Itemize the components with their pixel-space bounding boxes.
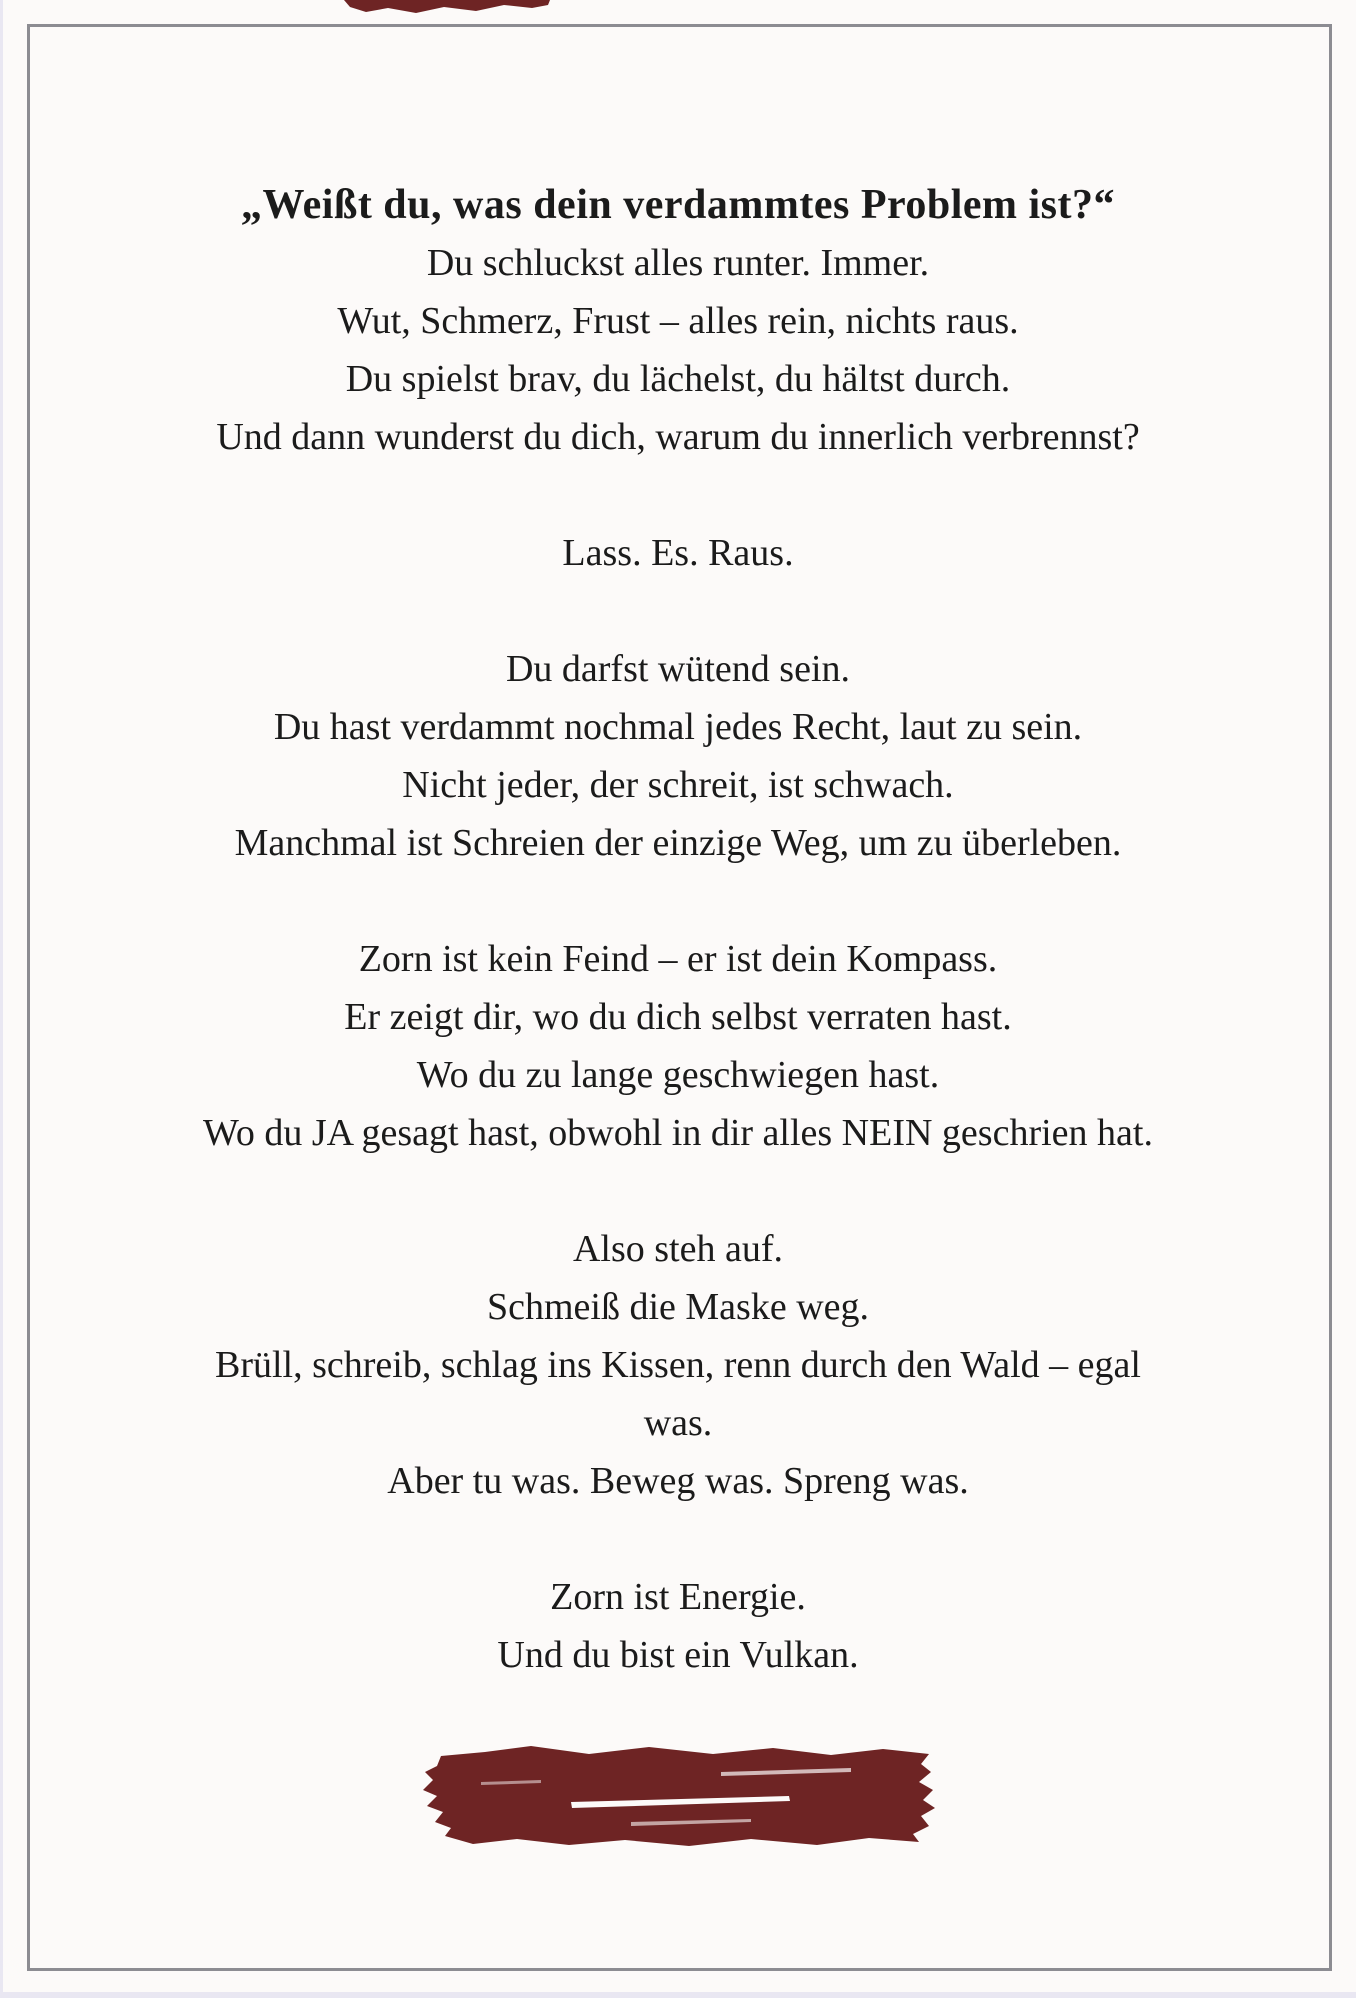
poem-line: Und dann wunderst du dich, warum du innerlich verbrennst?	[216, 416, 1140, 458]
poem-line: Aber tu was. Beweg was. Spreng was.	[387, 1460, 969, 1502]
poem-line: Zorn ist Energie.	[550, 1576, 806, 1618]
poem-line: Er zeigt dir, wo du dich selbst verraten hast.	[344, 996, 1012, 1038]
stanza	[0, 1220, 1356, 1510]
stanza-container	[0, 176, 1356, 1684]
stanza	[0, 176, 1356, 466]
poem-line: Lass. Es. Raus.	[562, 532, 794, 574]
poem-line: Zorn ist kein Feind – er ist dein Kompass.	[358, 938, 998, 980]
poem-line: Wo du zu lange geschwiegen hast.	[416, 1054, 940, 1096]
poem-line: was.	[643, 1402, 713, 1444]
poem-line: Du spielst brav, du lächelst, du hältst durch.	[345, 358, 1011, 400]
poem-title: „Weißt du, was dein verdammtes Problem ist?“	[240, 182, 1116, 228]
poem-line: Wut, Schmerz, Frust – alles rein, nichts raus.	[337, 300, 1019, 342]
brush-stroke-icon	[421, 1742, 935, 1850]
stanza	[0, 524, 1356, 582]
poem-line: Brüll, schreib, schlag ins Kissen, renn durch den Wald – egal	[215, 1344, 1141, 1386]
brush-stroke-decoration	[421, 1742, 935, 1850]
poem-line: Also steh auf.	[572, 1228, 784, 1270]
poem-line: Wo du JA gesagt hast, obwohl in dir alles NEIN geschrien hat.	[203, 1112, 1153, 1154]
stanza	[0, 640, 1356, 872]
stanza	[0, 930, 1356, 1162]
poem-line: Nicht jeder, der schreit, ist schwach.	[402, 764, 954, 806]
poem-line: Schmeiß die Maske weg.	[486, 1286, 870, 1328]
poem-line: Du schluckst alles runter. Immer.	[426, 242, 930, 284]
poem-line: Du hast verdammt nochmal jedes Recht, laut zu sein.	[273, 706, 1083, 748]
bottom-edge-strip	[0, 1992, 1356, 1998]
stanza	[0, 1568, 1356, 1684]
poem-line: Du darfst wütend sein.	[505, 648, 851, 690]
poem-line: Und du bist ein Vulkan.	[497, 1634, 859, 1676]
poem-line: Manchmal ist Schreien der einzige Weg, um zu überleben.	[234, 822, 1122, 864]
